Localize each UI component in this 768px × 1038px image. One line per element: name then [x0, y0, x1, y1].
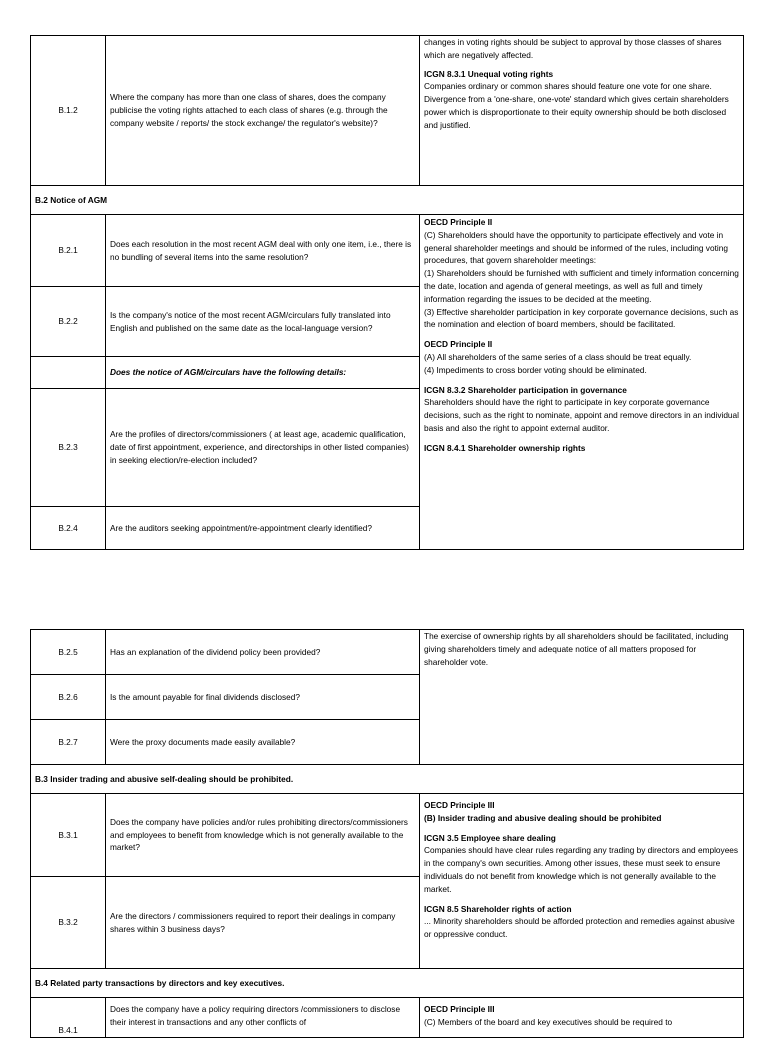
item-question: Are the directors / commissioners required to report their dealings in company shares within 3 business days? [106, 877, 420, 969]
item-code: B.4.1 [31, 998, 106, 1038]
item-code: B.3.1 [31, 794, 106, 877]
reference-text: (C) Shareholders should have the opportunity to participate effectively and vote in general shareholder meetings and should be informed of the rules, including voting procedures, that govern shareholder meetings: [424, 229, 728, 266]
table-row-b12 [31, 36, 744, 186]
reference-text: Shareholders should have the right to participate in key corporate governance decisions, such as the right to nominate, appoint and remove directors in an individual basis and also the right to appoint external auditor. [424, 397, 740, 433]
reference-cell [420, 630, 744, 765]
reference-text: changes in voting rights should be subject to approval by those classes of shares which are negatively affected. [424, 37, 722, 60]
reference-text: ... Minority shareholders should be afforded protection and remedies against abusive or oppressive conduct. [424, 916, 735, 940]
section-heading: B.2 Notice of AGM [31, 186, 744, 215]
item-code: B.2.5 [31, 630, 106, 675]
table-row-b25 [31, 630, 744, 675]
section-row-b4 [31, 969, 744, 998]
reference-heading: OECD Principle III [424, 1004, 495, 1014]
reference-heading: OECD Principle II [424, 217, 493, 227]
item-question: Has an explanation of the dividend policy been provided? [106, 630, 420, 675]
reference-heading: ICGN 8.4.1 Shareholder ownership rights [424, 442, 586, 453]
item-question: Does the company have policies and/or rules prohibiting directors/commissioners and employees to benefit from knowledge which is not generally available to the market? [106, 794, 420, 877]
reference-cell [420, 998, 744, 1038]
item-code: B.1.2 [31, 36, 106, 186]
section-row-b2 [31, 186, 744, 215]
item-code: B.2.4 [31, 507, 106, 550]
item-question: Are the profiles of directors/commissioners ( at least age, academic qualification, date of first appointment, experience, and directorships in other listed companies) in seeking election/re-election included? [106, 389, 420, 507]
reference-text: (C) Members of the board and key executives should be required to [424, 1016, 673, 1027]
reference-heading: OECD Principle III [424, 800, 495, 810]
item-question: Were the proxy documents made easily available? [106, 720, 420, 765]
reference-text: Companies should have clear rules regarding any trading by directors and employees in the company's own securities. Among other issues, these must seek to ensure individuals do not benefit from knowledge which is not generally available to the market. [424, 845, 739, 894]
item-code: B.2.7 [31, 720, 106, 765]
reference-cell [420, 36, 744, 186]
section-heading: B.3 Insider trading and abusive self-dealing should be prohibited. [31, 765, 744, 794]
reference-cell [420, 215, 744, 550]
reference-heading: OECD Principle II [424, 339, 493, 350]
reference-heading: (B) Insider trading and abusive dealing should be prohibited [424, 812, 662, 823]
item-code: B.2.6 [31, 675, 106, 720]
reference-text: (A) All shareholders of the same series of a class should be treat equally. [424, 351, 692, 362]
governance-table-2 [30, 629, 744, 1038]
reference-text: The exercise of ownership rights by all shareholders should be facilitated, including giving shareholders timely and adequate notice of all matters proposed for shareholder vote. [424, 631, 729, 667]
table-row-b21 [31, 215, 744, 287]
reference-heading: ICGN 3.5 Employee share dealing [424, 832, 556, 843]
reference-text: (3) Effective shareholder participation in key corporate governance decisions, such as the nomination and election of board members, should be facilitated. [424, 306, 739, 330]
reference-text: (1) Shareholders should be furnished with sufficient and timely information concerning the date, location and agenda of general meetings, as well as full and timely information regarding the issues to be decided at the meeting. [424, 268, 739, 304]
item-question: Where the company has more than one class of shares, does the company publicise the voting rights attached to each class of shares (e.g. through the company website / reports/ the stock exchange/ the regulator's website)? [106, 36, 420, 186]
governance-table-1 [30, 35, 744, 550]
reference-heading: ICGN 8.5 Shareholder rights of action [424, 903, 572, 914]
item-question: Is the amount payable for final dividends disclosed? [106, 675, 420, 720]
section-row-b3 [31, 765, 744, 794]
item-code-empty [31, 357, 106, 389]
item-code: B.2.3 [31, 389, 106, 507]
reference-heading: ICGN 8.3.2 Shareholder participation in governance [424, 384, 627, 395]
item-code: B.2.2 [31, 287, 106, 357]
item-question: Are the auditors seeking appointment/re-appointment clearly identified? [106, 507, 420, 550]
table-row-b31 [31, 794, 744, 877]
reference-heading: ICGN 8.3.1 Unequal voting rights [424, 68, 554, 79]
reference-cell [420, 794, 744, 969]
reference-text: (4) Impediments to cross border voting should be eliminated. [424, 364, 647, 375]
section-heading: B.4 Related party transactions by directors and key executives. [31, 969, 744, 998]
reference-text: Companies ordinary or common shares should feature one vote for one share. Divergence from a 'one-share, one-vote' standard which gives certain shareholders power which is disproportionate to their equity ownership should be both disclosed and justified. [424, 81, 729, 130]
item-question: Is the company's notice of the most recent AGM/circulars fully translated into English and published on the same date as the local-language version? [106, 287, 420, 357]
item-code: B.3.2 [31, 877, 106, 969]
table-row-b41 [31, 998, 744, 1038]
item-question: Does each resolution in the most recent AGM deal with only one item, i.e., there is no bundling of several items into the same resolution? [106, 215, 420, 287]
item-code: B.2.1 [31, 215, 106, 287]
details-prompt: Does the notice of AGM/circulars have the following details: [106, 357, 420, 389]
item-question: Does the company have a policy requiring directors /commissioners to disclose their interest in transactions and any other conflicts of [106, 998, 420, 1038]
